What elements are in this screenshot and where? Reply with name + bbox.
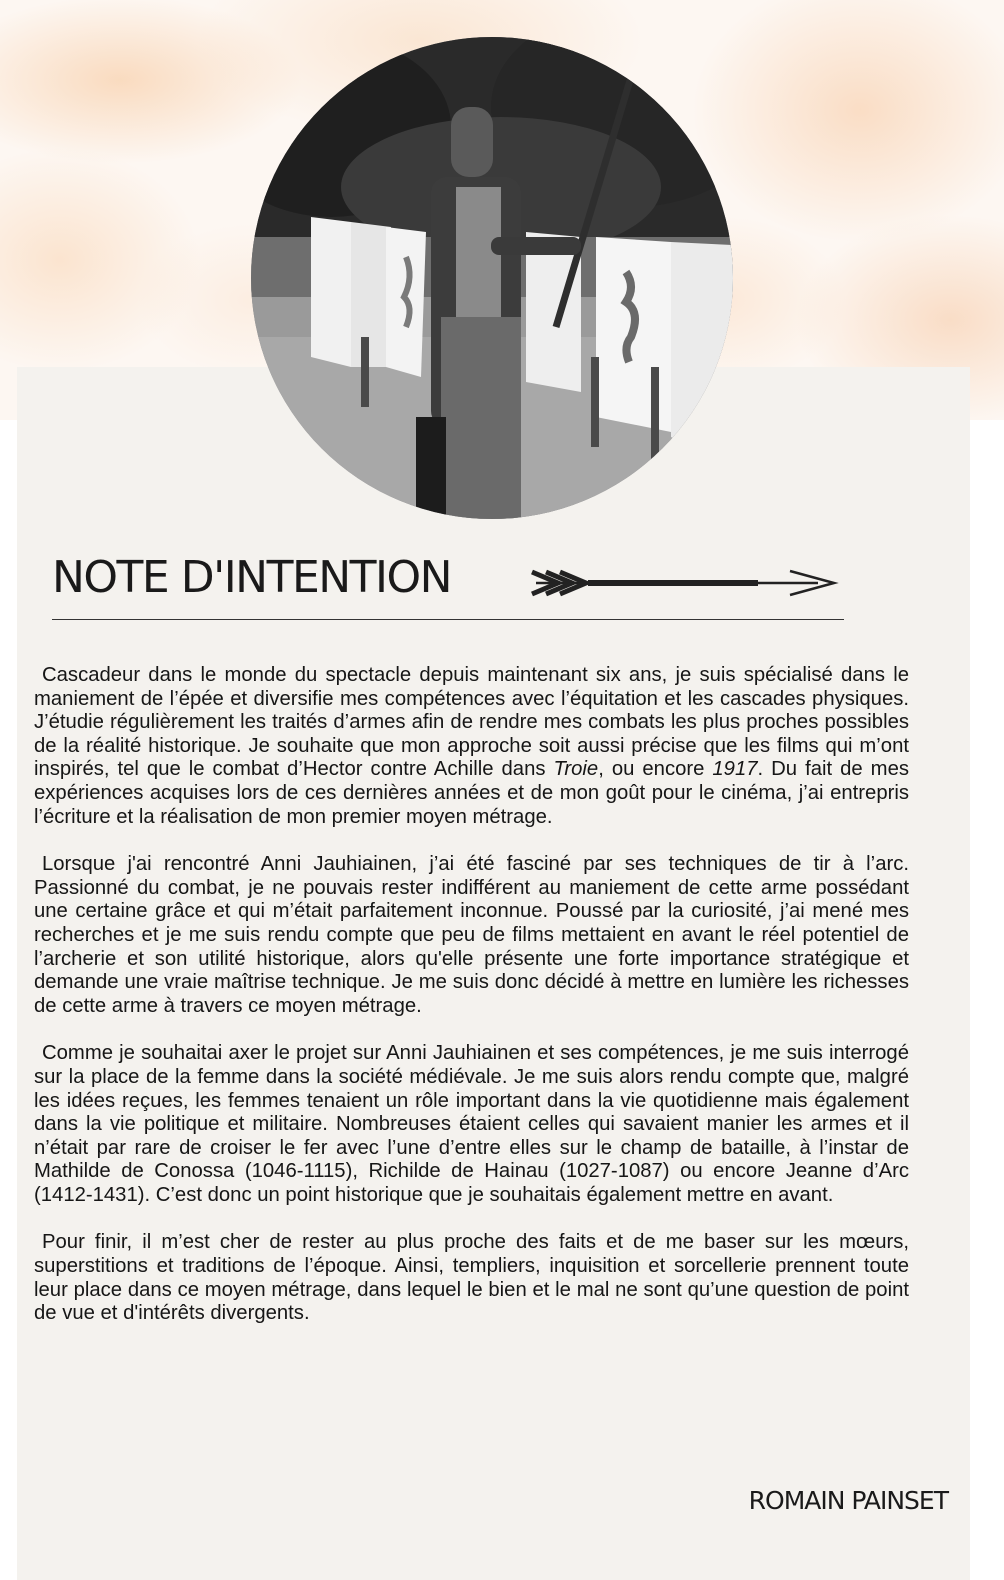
paragraph bbox=[34, 853, 909, 1018]
paragraph-text: Cascadeur dans le monde du spectacle depuis maintenant six ans, je suis spécialisé dans le maniement de l’épée et diversifie mes compétences avec l’équitation et les cascades physiques. J’étudie régulièrement les traités d’armes afin de rendre mes combats les plus proches possibles de la réalité historique. Je souhaite que mon approche soit aussi précise que les films qui m’ont inspirés, tel que le combat d’Hector contre Achille dans bbox=[34, 664, 909, 781]
paragraph bbox=[34, 1231, 909, 1325]
paragraph-text: Comme je souhaitai axer le projet sur Anni Jauhiainen et ses compétences, je me suis interrogé sur la place de la femme dans la société médiévale. Je me suis alors rendu compte que, malgré les idées reçues, les femmes tenaient un rôle important dans la vie quotidienne mais également dans la vie politique et militaire. Nombreuses étaient celles qui savaient manier les armes et il n’était par rare de croiser le fer avec l’une d’entre elles sur le champ de bataille, à l’instar de Mathilde de Conossa (1046-1115), Richilde de Hainau (1027-1087) ou encore Jeanne d’Arc (1412-1431). C’est donc un point historique que je souhaitais également mettre en avant. bbox=[34, 1042, 909, 1206]
paragraph-text: Lorsque j'ai rencontré Anni Jauhiainen, j’ai été fasciné par ses techniques de tir à l’arc. Passionné du combat, je ne pouvais rester indifférent au maniement de cette arme possédant une certaine grâce et qui m’était parfaitement inconnue. Poussé par la curiosité, j’ai mené mes recherches et je me suis rendu compte que peu de films mettaient en avant le réel potentiel de l’archerie et son utilité historique, alors qu'elle présente une forte importance stratégique et demande une vraie maîtrise technique. Je me suis donc décidé à mettre en lumière les richesses de cette arme à travers ce moyen métrage. bbox=[34, 853, 909, 1017]
intention-text bbox=[34, 664, 909, 1350]
paragraph bbox=[34, 664, 909, 829]
paragraph-text: , ou encore bbox=[598, 758, 713, 781]
italic-title: Troie bbox=[553, 758, 599, 781]
portrait-photo bbox=[251, 37, 733, 519]
arrow-icon bbox=[528, 566, 840, 600]
page-title: NOTE D'INTENTION bbox=[52, 552, 452, 603]
paragraph-text: Pour finir, il m’est cher de rester au plus proche des faits et de me baser sur les mœurs, superstitions et traditions de l’époque. Ainsi, templiers, inquisition et sorcellerie prennent toute leur place dans ce moyen métrage, dans lequel le bien et le mal ne sont qu’une question de point de vue et d'intérêts divergents. bbox=[34, 1231, 909, 1325]
title-divider bbox=[52, 619, 844, 620]
italic-title: 1917 bbox=[712, 758, 758, 781]
paragraph bbox=[34, 1042, 909, 1207]
paragraph-text: . Du fait de mes expériences acquises lors de ces dernières années et de mon goût pour le cinéma, j’ai entrepris l’écriture et la réalisation de mon premier moyen métrage. bbox=[34, 758, 909, 828]
author-signature: ROMAIN PAINSET bbox=[748, 1486, 948, 1515]
